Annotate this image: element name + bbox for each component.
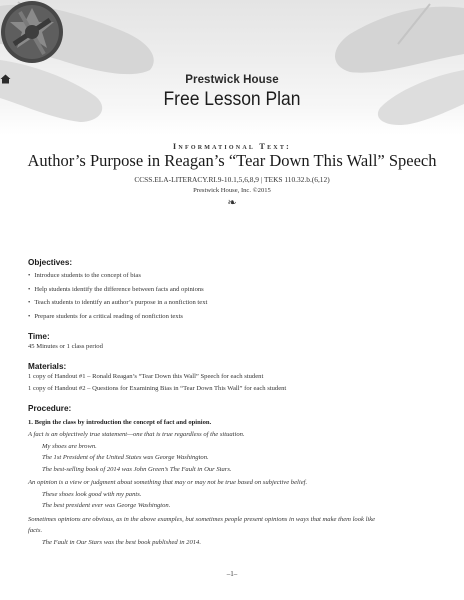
hands-writing-illustration	[0, 0, 464, 135]
brand-name: Prestwick House	[185, 74, 279, 86]
materials-section	[28, 362, 438, 395]
brand-logo	[0, 74, 464, 86]
list-item: • Introduce students to the concept of bias	[28, 269, 438, 283]
materials-item: 1 copy of Handout #2 – Questions for Examining Bias in “Tear Down This Wall” for each student	[28, 385, 287, 392]
product-title: Free Lesson Plan	[163, 89, 301, 110]
page-title: Author’s Purpose in Reagan’s “Tear Down This Wall” Speech	[27, 151, 437, 170]
list-item: • Prepare students for a critical reading of nonfiction texts	[28, 310, 438, 324]
fact-example: The best-selling book of 2014 was John Green’s The Fault in Our Stars.	[42, 465, 232, 473]
materials-item: 1 copy of Handout #1 – Ronald Reagan’s “Tear Down this Wall” Speech for each student	[28, 373, 264, 380]
time-section	[28, 332, 438, 353]
fleuron-ornament-icon: ❧	[227, 197, 237, 209]
opinion-note-continued: facts.	[28, 527, 43, 534]
opinion-definition: An opinion is a view or judgment about something that may or may not be true based on subjective belief.	[28, 479, 308, 486]
page-number: –1–	[226, 570, 238, 578]
fact-example: My shoes are brown.	[42, 442, 97, 450]
final-example: The Fault in Our Stars was the best book published in 2014.	[42, 538, 201, 546]
list-item: • Help students identify the difference between facts and opinions	[28, 283, 438, 297]
prestwick-emblem-icon	[0, 0, 64, 64]
fact-definition: A fact is an objectively true statement—one that is true regardless of the situation.	[28, 431, 245, 438]
objectives-heading: Objectives:	[28, 258, 73, 267]
procedure-heading: Procedure:	[28, 404, 72, 413]
materials-heading: Materials:	[28, 362, 67, 371]
lesson-body	[28, 258, 438, 548]
objectives-list	[28, 269, 438, 323]
opinion-example: The best president ever was George Washington.	[42, 502, 171, 509]
objectives-section	[28, 258, 438, 323]
opinion-example: These shoes look good with my pants.	[42, 490, 142, 498]
opinion-note: Sometimes opinions are obvious, as in the above examples, but sometimes people present opinions in ways that make them look like	[28, 515, 376, 523]
procedure-section	[28, 404, 438, 548]
house-logo-icon	[0, 74, 11, 84]
list-item: • Teach students to identify an author’s purpose in a nonfiction text	[28, 296, 438, 310]
procedure-step-1: 1. Begin the class by introduction the concept of fact and opinion.	[28, 419, 212, 426]
fact-example: The 1st President of the United States was George Washington.	[42, 454, 209, 461]
copyright-line: Prestwick House, Inc. ©2015	[193, 187, 271, 194]
time-heading: Time:	[28, 332, 50, 341]
header-banner	[0, 0, 464, 135]
time-text: 45 Minutes or 1 class period	[28, 343, 103, 350]
standards-line: CCSS.ELA-LITERACY.RI.9-10.1,5,6,8,9 | TEKS 110.32.b.(6,12)	[134, 175, 330, 184]
document-kicker: Informational Text:	[172, 141, 292, 151]
